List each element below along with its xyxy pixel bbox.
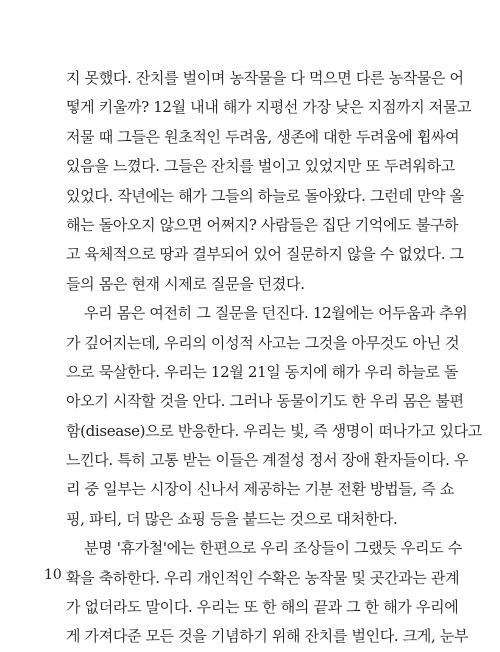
text-line: 해는 돌아오지 않으면 어쩌지? 사람들은 집단 기억에도 불구하 bbox=[66, 215, 459, 234]
text-line: 있음을 느꼈다. 그들은 잔치를 벌이고 있었지만 또 두려워하고 bbox=[66, 157, 455, 176]
text-line: 으로 묵살한다. 우리는 12월 21일 동지에 해가 우리 하늘로 돌 bbox=[66, 362, 459, 381]
text-line: 함(disease)으로 반응한다. 우리는 빛, 즉 생명이 떠나가고 있다고 bbox=[66, 421, 482, 440]
text-line: 가 깊어지는데, 우리의 이성적 사고는 그것을 아무것도 아닌 것 bbox=[66, 333, 460, 352]
text-line: 게 가져다준 모든 것을 기념하기 위해 잔치를 벌인다. 크게, 눈부 bbox=[66, 627, 469, 646]
text-line: 리 중 일부는 시장이 신나서 제공하는 기분 전환 방법들, 즉 쇼 bbox=[66, 480, 454, 499]
text-line: 들의 몸은 현재 시제로 질문을 던졌다. bbox=[66, 274, 305, 293]
text-line: 분명 '휴가철'에는 한편으로 우리 조상들이 그랬듯 우리도 수 bbox=[84, 539, 462, 558]
text-line: 아오기 시작할 것을 안다. 그러나 동물이기도 한 우리 몸은 불편 bbox=[66, 392, 464, 411]
page-number: 10 bbox=[44, 567, 62, 583]
text-line: 떻게 키울까? 12월 내내 해가 지평선 가장 낮은 지점까지 저물고 bbox=[66, 98, 472, 117]
text-line: 가 없더라도 말이다. 우리는 또 한 해의 끝과 그 한 해가 우리에 bbox=[66, 598, 459, 617]
text-line: 지 못했다. 잔치를 벌이며 농작물을 다 먹으면 다른 농작물은 어 bbox=[66, 69, 464, 87]
text-line: 있었다. 작년에는 해가 그들의 하늘로 돌아왔다. 그런데 만약 올 bbox=[66, 186, 464, 205]
text-line: 느낀다. 특히 고통 받는 이들은 계절성 정서 장애 환자들이다. 우 bbox=[66, 451, 469, 470]
text-line: 고 육체적으로 땅과 결부되어 있어 질문하지 않을 수 없었다. 그 bbox=[66, 245, 464, 264]
text-line: 핑, 파티, 더 많은 쇼핑 등을 붙드는 것으로 대처한다. bbox=[66, 509, 398, 528]
text-line: 우리 몸은 여전히 그 질문을 던진다. 12월에는 어두움과 추위 bbox=[84, 304, 468, 323]
text-line: 저물 때 그들은 원초적인 두려움, 생존에 대한 두려움에 휩싸여 bbox=[66, 127, 460, 146]
body-text bbox=[66, 64, 482, 652]
text-line: 확을 축하한다. 우리 개인적인 수확은 농작물 및 곳간과는 관계 bbox=[66, 568, 460, 587]
